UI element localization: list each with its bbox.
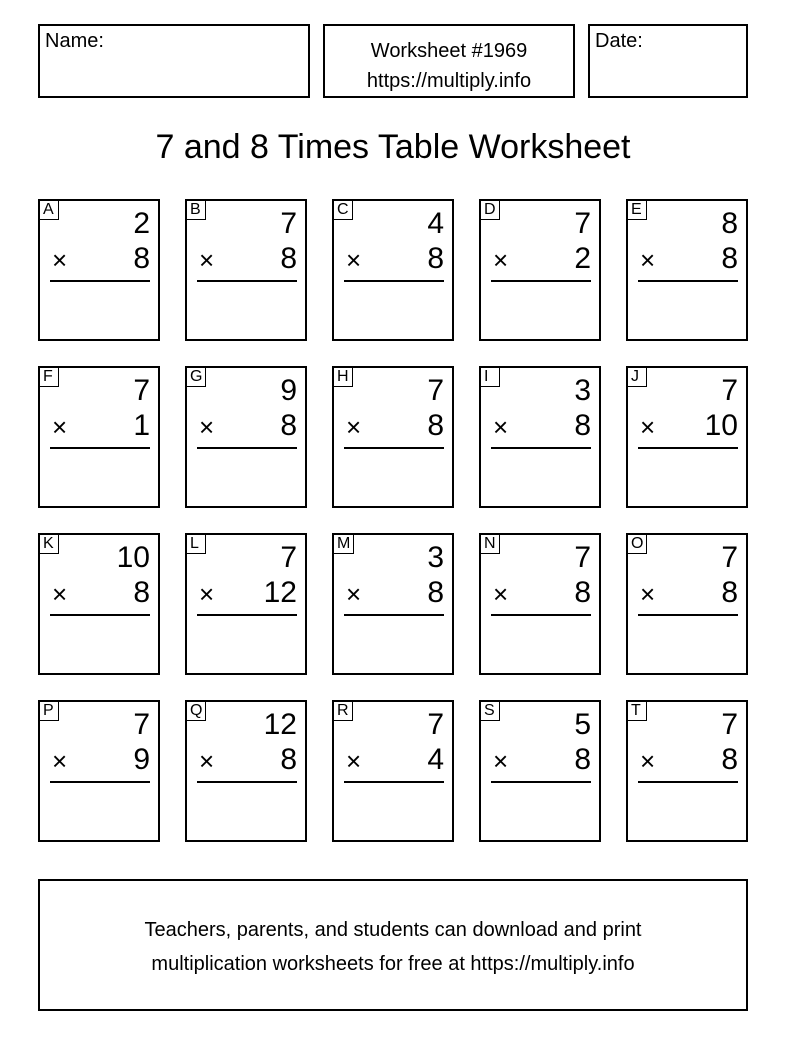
problem-grid (38, 199, 748, 842)
times-icon: × (493, 245, 509, 275)
problem-letter: K (39, 534, 59, 554)
top-number: 7 (721, 541, 738, 574)
top-number: 3 (427, 541, 444, 574)
answer-line (344, 280, 444, 282)
problem-card[interactable] (185, 533, 307, 675)
times-icon: × (52, 245, 68, 275)
answer-line (197, 781, 297, 783)
times-icon: × (199, 579, 215, 609)
answer-line (638, 280, 738, 282)
worksheet-title: 7 and 8 Times Table Worksheet (155, 128, 631, 166)
top-number: 7 (721, 708, 738, 741)
problem-letter: A (39, 200, 59, 220)
times-icon: × (199, 412, 215, 442)
problem-card[interactable] (479, 366, 601, 508)
times-icon: × (640, 579, 656, 609)
times-icon: × (493, 412, 509, 442)
bottom-number: 8 (574, 743, 591, 776)
problem-letter: B (186, 200, 206, 220)
bottom-number: 8 (280, 743, 297, 776)
problem-letter: C (333, 200, 353, 220)
problem-letter: F (39, 367, 59, 387)
times-icon: × (493, 746, 509, 776)
top-number: 7 (133, 708, 150, 741)
top-number: 7 (133, 374, 150, 407)
answer-line (197, 447, 297, 449)
top-number: 2 (133, 207, 150, 240)
top-number: 10 (116, 541, 150, 574)
answer-line (638, 781, 738, 783)
problem-letter: N (480, 534, 500, 554)
date-box[interactable] (588, 24, 748, 98)
problem-card[interactable] (38, 366, 160, 508)
problem-card[interactable] (479, 199, 601, 341)
problem-letter: T (627, 701, 647, 721)
problem-card[interactable] (479, 533, 601, 675)
answer-line (491, 614, 591, 616)
times-icon: × (52, 579, 68, 609)
answer-line (344, 614, 444, 616)
times-icon: × (346, 746, 362, 776)
answer-line (344, 447, 444, 449)
bottom-number: 8 (133, 242, 150, 275)
problem-card[interactable] (626, 700, 748, 842)
top-number: 7 (574, 541, 591, 574)
top-number: 3 (574, 374, 591, 407)
problem-letter: E (627, 200, 647, 220)
times-icon: × (346, 245, 362, 275)
times-icon: × (199, 746, 215, 776)
bottom-number: 8 (280, 242, 297, 275)
problem-letter: Q (186, 701, 206, 721)
bottom-number: 9 (133, 743, 150, 776)
problem-letter: G (186, 367, 206, 387)
answer-line (491, 280, 591, 282)
times-icon: × (640, 245, 656, 275)
name-label: Name: (45, 30, 104, 52)
bottom-number: 8 (427, 576, 444, 609)
times-icon: × (346, 579, 362, 609)
bottom-number: 8 (574, 409, 591, 442)
problem-letter: O (627, 534, 647, 554)
times-icon: × (640, 746, 656, 776)
answer-line (638, 447, 738, 449)
problem-card[interactable] (185, 199, 307, 341)
bottom-number: 8 (133, 576, 150, 609)
top-number: 7 (280, 207, 297, 240)
problem-letter: I (480, 367, 500, 387)
date-label: Date: (595, 30, 643, 52)
top-number: 12 (263, 708, 297, 741)
worksheet-number: Worksheet #1969 (370, 40, 528, 62)
problem-card[interactable] (626, 533, 748, 675)
bottom-number: 8 (280, 409, 297, 442)
answer-line (491, 781, 591, 783)
bottom-number: 10 (704, 409, 738, 442)
times-icon: × (199, 245, 215, 275)
answer-line (50, 614, 150, 616)
bottom-number: 2 (574, 242, 591, 275)
answer-line (344, 781, 444, 783)
problem-letter: J (627, 367, 647, 387)
times-icon: × (640, 412, 656, 442)
bottom-number: 8 (721, 242, 738, 275)
problem-letter: D (480, 200, 500, 220)
answer-line (638, 614, 738, 616)
times-icon: × (493, 579, 509, 609)
bottom-number: 4 (427, 743, 444, 776)
bottom-number: 8 (574, 576, 591, 609)
worksheet-info-box (323, 24, 575, 98)
problem-letter: M (333, 534, 354, 554)
footer-line-2: multiplication worksheets for free at https://multiply.info (151, 953, 635, 975)
answer-line (491, 447, 591, 449)
problem-card[interactable] (332, 700, 454, 842)
problem-letter: L (186, 534, 206, 554)
times-icon: × (52, 746, 68, 776)
top-number: 5 (574, 708, 591, 741)
top-number: 7 (427, 374, 444, 407)
answer-line (197, 614, 297, 616)
answer-line (50, 447, 150, 449)
times-icon: × (346, 412, 362, 442)
problem-card[interactable] (38, 533, 160, 675)
top-number: 7 (280, 541, 297, 574)
problem-letter: R (333, 701, 353, 721)
footer-box (38, 879, 748, 1011)
problem-card[interactable] (38, 199, 160, 341)
footer-line-1: Teachers, parents, and students can download and print (144, 919, 642, 941)
top-number: 8 (721, 207, 738, 240)
problem-letter: H (333, 367, 353, 387)
problem-letter: P (39, 701, 59, 721)
problem-letter: S (480, 701, 500, 721)
problem-card[interactable] (38, 700, 160, 842)
problem-card[interactable] (332, 366, 454, 508)
bottom-number: 8 (721, 576, 738, 609)
problem-card[interactable] (626, 199, 748, 341)
times-icon: × (52, 412, 68, 442)
problem-card[interactable] (332, 533, 454, 675)
top-number: 7 (721, 374, 738, 407)
worksheet-url: https://multiply.info (366, 70, 532, 92)
bottom-number: 1 (133, 409, 150, 442)
bottom-number: 12 (263, 576, 297, 609)
answer-line (50, 280, 150, 282)
top-number: 7 (427, 708, 444, 741)
bottom-number: 8 (721, 743, 738, 776)
problem-card[interactable] (185, 700, 307, 842)
bottom-number: 8 (427, 242, 444, 275)
top-number: 4 (427, 207, 444, 240)
problem-card[interactable] (479, 700, 601, 842)
top-number: 7 (574, 207, 591, 240)
answer-line (50, 781, 150, 783)
problem-card[interactable] (185, 366, 307, 508)
bottom-number: 8 (427, 409, 444, 442)
name-box[interactable] (38, 24, 310, 98)
problem-card[interactable] (332, 199, 454, 341)
answer-line (197, 280, 297, 282)
top-number: 9 (280, 374, 297, 407)
problem-card[interactable] (626, 366, 748, 508)
